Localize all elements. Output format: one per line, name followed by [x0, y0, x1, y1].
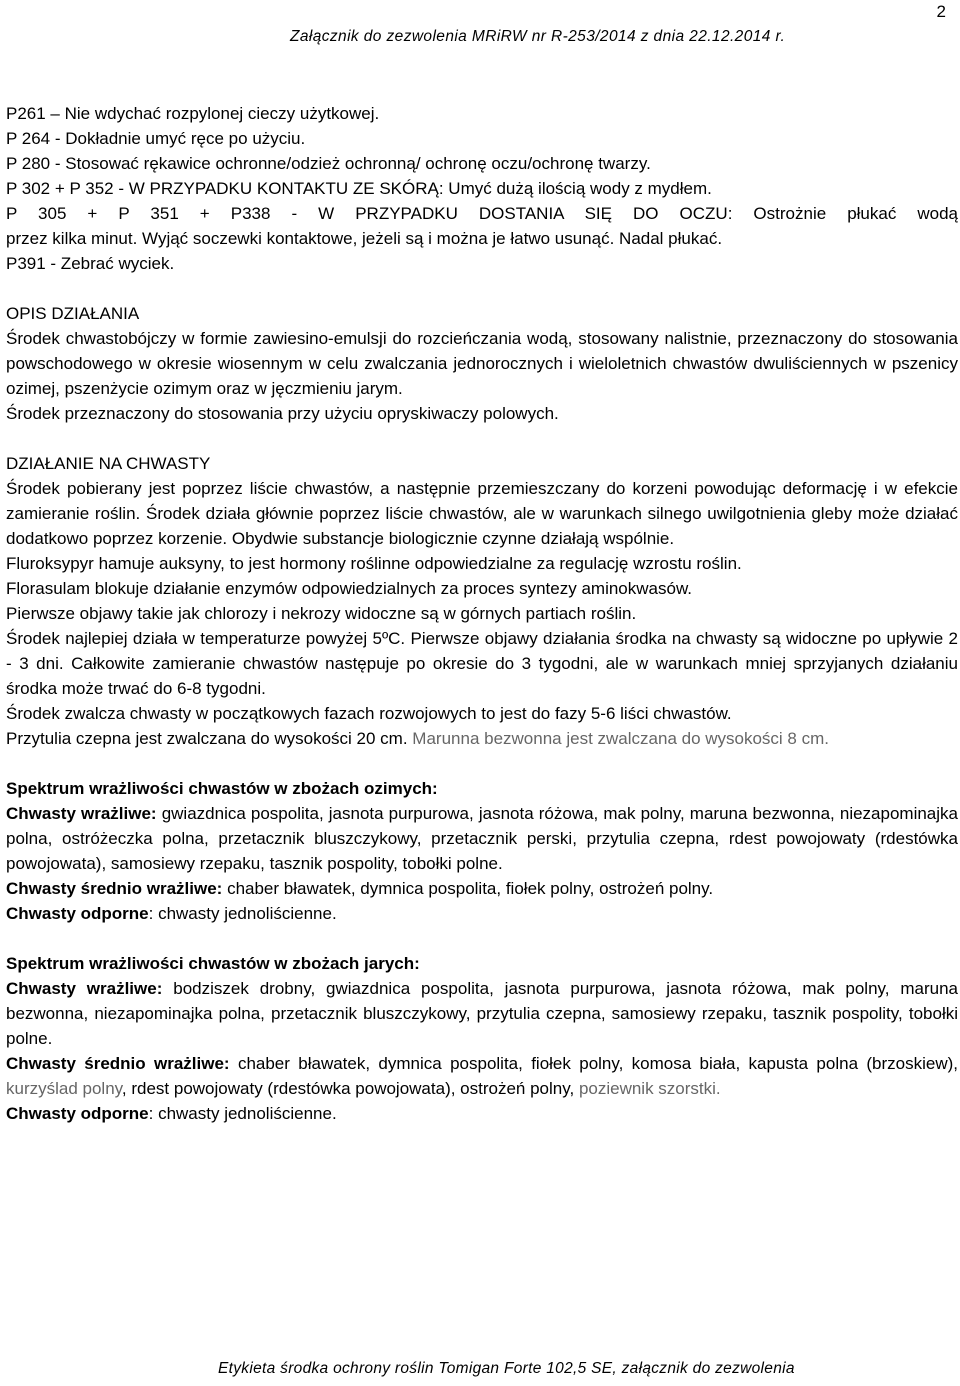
jare-medium-text-a: chaber bławatek, dymnica pospolita, fiołek polny, komosa biała, kapusta polna (brzoskiew),	[229, 1054, 958, 1073]
jare-medium-text-b: , rdest powojowaty (rdestówka powojowata), ostrożeń polny,	[121, 1079, 579, 1098]
document-body	[6, 101, 958, 1126]
precaution-p305-line2: przez kilka minut. Wyjąć soczewki kontaktowe, jeżeli są i można je łatwo usunąć. Nadal płukać.	[6, 229, 723, 248]
jare-sensitive-label: Chwasty wrażliwe:	[6, 979, 163, 998]
dzialanie-paragraph-7-b: Marunna bezwonna jest zwalczana do wysokości 8 cm.	[412, 729, 829, 748]
ozime-heading: Spektrum wrażliwości chwastów w zbożach ozimych:	[6, 779, 438, 798]
ozime-resistant	[6, 901, 958, 926]
jare-sensitive-text: bodziszek drobny, gwiazdnica pospolita, jasnota purpurowa, jasnota różowa, mak polny, maruna bezwonna, niezapominajka polna, przetacznik bluszczykowy, przytulia czepna, samosiewy rzepaku, tasznik pospolity, tobołki polne.	[6, 979, 959, 1048]
precaution-p302: P 302 + P 352 - W PRZYPADKU KONTAKTU ZE SKÓRĄ: Umyć dużą ilością wody z mydłem.	[6, 179, 712, 198]
precaution-p261: P261 – Nie wdychać rozpylonej cieczy użytkowej.	[6, 104, 380, 123]
dzialanie-paragraph-7	[6, 726, 958, 751]
dzialanie-heading: DZIAŁANIE NA CHWASTY	[6, 454, 211, 473]
jare-heading: Spektrum wrażliwości chwastów w zbożach jarych:	[6, 954, 420, 973]
document-footer: Etykieta środka ochrony roślin Tomigan Forte 102,5 SE, załącznik do zezwolenia	[218, 1360, 795, 1377]
page-number: 2	[936, 2, 946, 21]
precaution-p305-line1: P 305 + P 351 + P338 - W PRZYPADKU DOSTANIA SIĘ DO OCZU: Ostrożnie płukać wodą	[6, 204, 958, 223]
opis-text-2: Środek przeznaczony do stosowania przy użyciu opryskiwaczy polowych.	[6, 404, 559, 423]
dzialanie-paragraph-2: Fluroksypyr hamuje auksyny, to jest hormony roślinne odpowiedzialne za regulację wzrostu roślin.	[6, 554, 742, 573]
opis-text: Środek chwastobójczy w formie zawiesino-emulsji do rozcieńczania wodą, stosowany nalistnie, przeznaczony do stosowania powschodowego w okresie wiosennym w celu zwalczania jednorocznych i wieloletnich chwastów dwuliściennych w pszenicy ozimej, pszenżycie ozimym oraz w jęczmieniu jarym.	[6, 329, 958, 398]
jare-medium-gray-1: kurzyślad polny	[6, 1079, 122, 1098]
document-header: Załącznik do zezwolenia MRiRW nr R-253/2014 z dnia 22.12.2014 r.	[290, 28, 786, 45]
jare-resistant	[6, 1101, 958, 1126]
precaution-p264: P 264 - Dokładnie umyć ręce po użyciu.	[6, 129, 306, 148]
ozime-sensitive-label: Chwasty wrażliwe:	[6, 804, 157, 823]
dzialanie-paragraph-3: Florasulam blokuje działanie enzymów odpowiedzialnych za proces syntezy aminokwasów.	[6, 579, 693, 598]
jare-sensitive	[6, 976, 958, 1051]
ozime-medium	[6, 876, 958, 901]
opis-heading: OPIS DZIAŁANIA	[6, 304, 140, 323]
precaution-p391: P391 - Zebrać wyciek.	[6, 254, 175, 273]
dzialanie-paragraph-4: Pierwsze objawy takie jak chlorozy i nekrozy widoczne są w górnych partiach roślin.	[6, 604, 637, 623]
jare-medium-label: Chwasty średnio wrażliwe:	[6, 1054, 230, 1073]
dzialanie-paragraph-1: Środek pobierany jest poprzez liście chwastów, a następnie przemieszczany do korzeni powodując deformację i w efekcie zamieranie roślin. Środek działa głównie poprzez liście chwastów, ale w warunkach silnego uwilgotnienia gleby może działać dodatkowo poprzez korzenie. Obydwie substancje biologicznie czynne działają wspólnie.	[6, 479, 958, 548]
jare-resistant-text: : chwasty jednoliścienne.	[148, 1104, 337, 1123]
dzialanie-paragraph-6: Środek zwalcza chwasty w początkowych fazach rozwojowych to jest do fazy 5-6 liści chwastów.	[6, 704, 732, 723]
ozime-medium-text: chaber bławatek, dymnica pospolita, fiołek polny, ostrożeń polny.	[222, 879, 714, 898]
precaution-p280: P 280 - Stosować rękawice ochronne/odzież ochronną/ ochronę oczu/ochronę twarzy.	[6, 154, 651, 173]
dzialanie-paragraph-5: Środek najlepiej działa w temperaturze powyżej 5ºC. Pierwsze objawy działania środka na chwasty są widoczne po upływie 2 - 3 dni. Całkowite zamieranie chwastów następuje po okresie do 3 tygodni, ale w warunkach mniej sprzyjanych działaniu środka może trwać do 6-8 tygodni.	[6, 629, 958, 698]
ozime-resistant-text: : chwasty jednoliścienne.	[148, 904, 337, 923]
ozime-resistant-label: Chwasty odporne	[6, 904, 149, 923]
jare-resistant-label: Chwasty odporne	[6, 1104, 149, 1123]
jare-medium-gray-2: poziewnik szorstki.	[578, 1079, 721, 1098]
jare-medium	[6, 1051, 958, 1101]
ozime-medium-label: Chwasty średnio wrażliwe:	[6, 879, 223, 898]
ozime-sensitive-text: gwiazdnica pospolita, jasnota purpurowa, jasnota różowa, mak polny, maruna bezwonna, niezapominajka polna, ostróżeczka polna, przetacznik bluszczykowy, przetacznik perski, przytulia czepna, rdest powojowaty (rdestówka powojowata), samosiewy rzepaku, tasznik pospolity, tobołki polne.	[6, 804, 958, 873]
ozime-sensitive	[6, 801, 958, 876]
dzialanie-paragraph-7-a: Przytulia czepna jest zwalczana do wysokości 20 cm.	[6, 729, 413, 748]
